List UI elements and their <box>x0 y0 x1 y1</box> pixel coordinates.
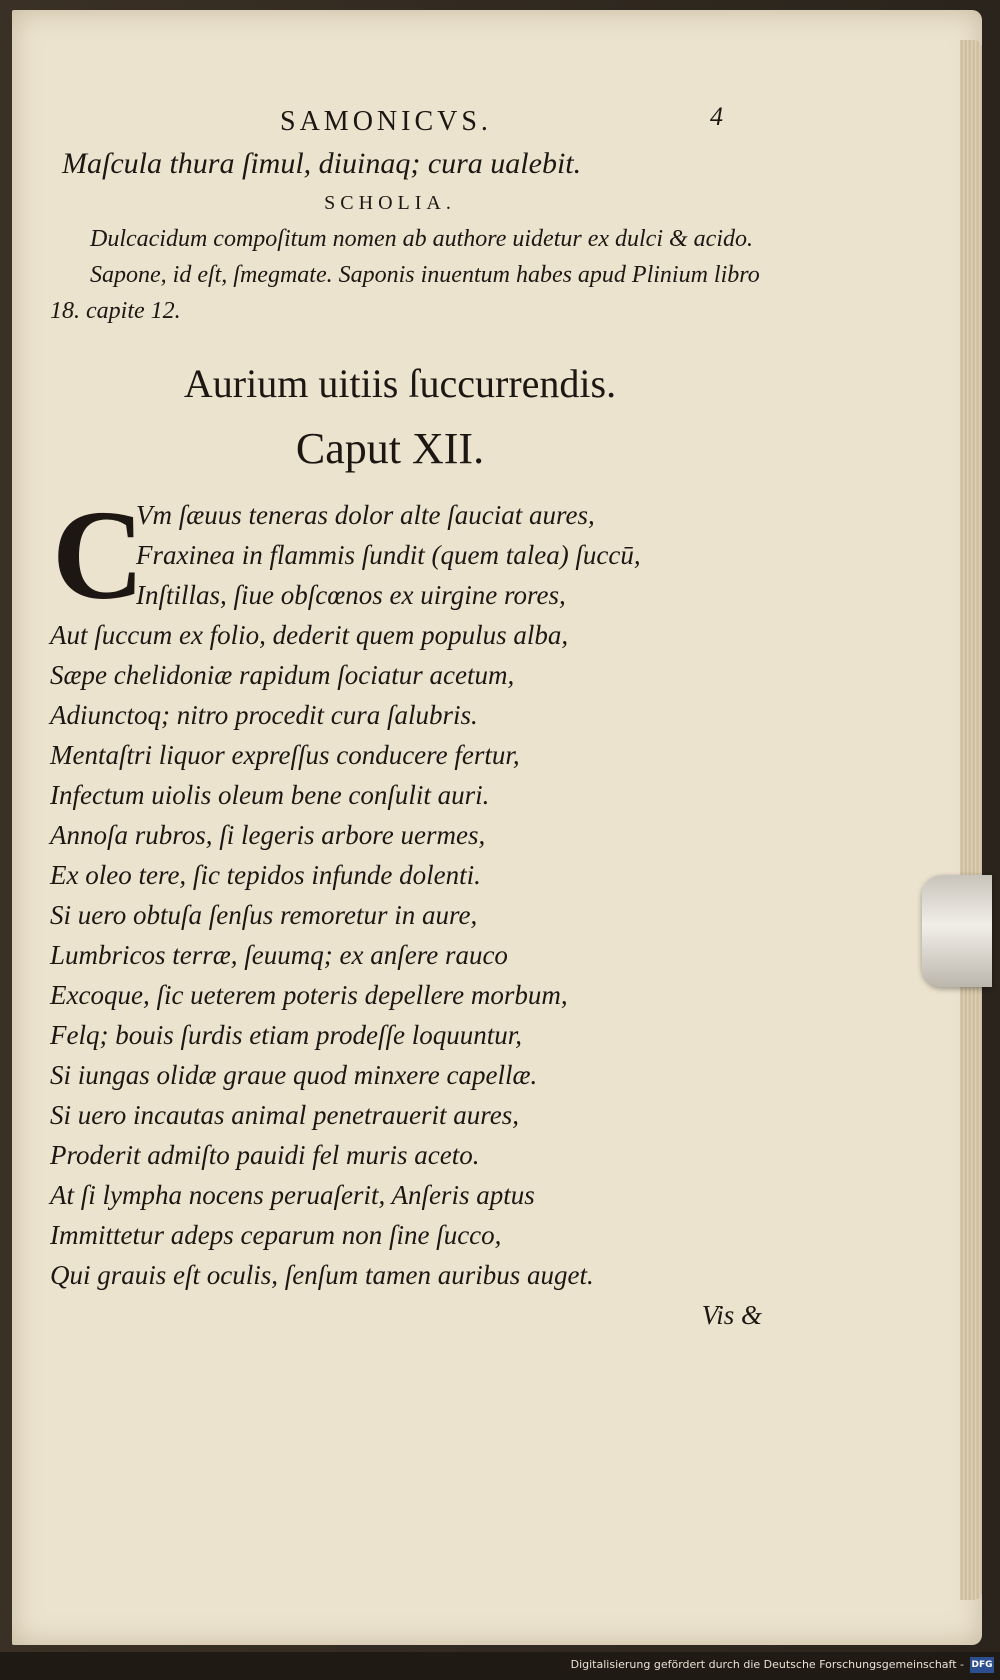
running-title: SAMONICVS. <box>280 106 492 137</box>
verse-line: Felq; bouis ſurdis etiam prodeſſe loquuntur, <box>50 1020 522 1050</box>
verse-line: Si uero obtuſa ſenſus remoretur in aure, <box>50 900 478 930</box>
drop-cap: C <box>52 484 145 626</box>
dfg-logo: DFG <box>970 1657 994 1673</box>
scholia-heading: SCHOLIA. <box>324 192 456 214</box>
verse-catchline: Maſcula thura ſimul, diuinaq; cura ualebit. <box>62 147 582 180</box>
page-content <box>50 100 770 1333</box>
page-edge <box>960 40 982 1600</box>
scholia-paragraph: Dulcacidum compoſitum nomen ab authore uidetur ex dulci & acido. <box>90 226 753 252</box>
verse-line: Annoſa rubros, ſi legeris arbore uermes, <box>50 820 486 850</box>
digitization-footer <box>0 1652 1000 1680</box>
footer-credit: Digitalisierung gefördert durch die Deutsche Forschungsgemeinschaft - <box>570 1658 964 1671</box>
verse-line: At ſi lympha nocens peruaſerit, Anſeris aptus <box>50 1180 535 1210</box>
verse-line: Qui grauis eſt oculis, ſenſum tamen auribus auget. <box>50 1260 594 1290</box>
chapter-title: Aurium uitiis ſuccurrendis. <box>183 361 617 406</box>
folio-mark: 4 <box>710 102 723 131</box>
running-head <box>50 100 770 144</box>
verse-line: Immittetur adeps ceparum non ſine ſucco, <box>50 1220 502 1250</box>
scholia-paragraph: Sapone, id eſt, ſmegmate. Saponis inuentum habes apud Plinium libro 18. capite 12. <box>50 262 760 324</box>
verse-block <box>50 484 770 1295</box>
verse-line: Lumbricos terræ, ſeuumq; ex anſere rauco <box>50 940 508 970</box>
catchword: Vis & <box>701 1300 762 1330</box>
verse-line: Proderit admiſto pauidi fel muris aceto. <box>50 1140 480 1170</box>
verse-line: Inſtillas, ſiue obſcœnos ex uirgine rores, <box>136 580 566 610</box>
verse-line: Excoque, ſic ueterem poteris depellere morbum, <box>50 980 568 1010</box>
verse-line: Aut ſuccum ex folio, dederit quem populus alba, <box>50 620 569 650</box>
verse-line: Adiunctoq; nitro procedit cura ſalubris. <box>50 700 478 730</box>
verse-line: Infectum uiolis oleum bene conſulit auri. <box>50 780 490 810</box>
verse-line: Ex oleo tere, ſic tepidos infunde dolenti. <box>50 860 481 890</box>
verse-line: Si uero incautas animal penetrauerit aures, <box>50 1100 519 1130</box>
verse-line: Vm ſæuus teneras dolor alte ſauciat aures, <box>136 500 595 530</box>
chapter-number: Caput XII. <box>295 424 485 473</box>
verse-line: Fraxinea in flammis ſundit (quem talea) ſuccū, <box>136 540 641 570</box>
verse-line: Sæpe chelidoniæ rapidum ſociatur acetum, <box>50 660 515 690</box>
verse-line: Si iungas olidæ graue quod minxere capellæ. <box>50 1060 538 1090</box>
verse-line: Mentaſtri liquor expreſſus conducere fertur, <box>50 740 520 770</box>
book-clasp <box>922 875 992 987</box>
